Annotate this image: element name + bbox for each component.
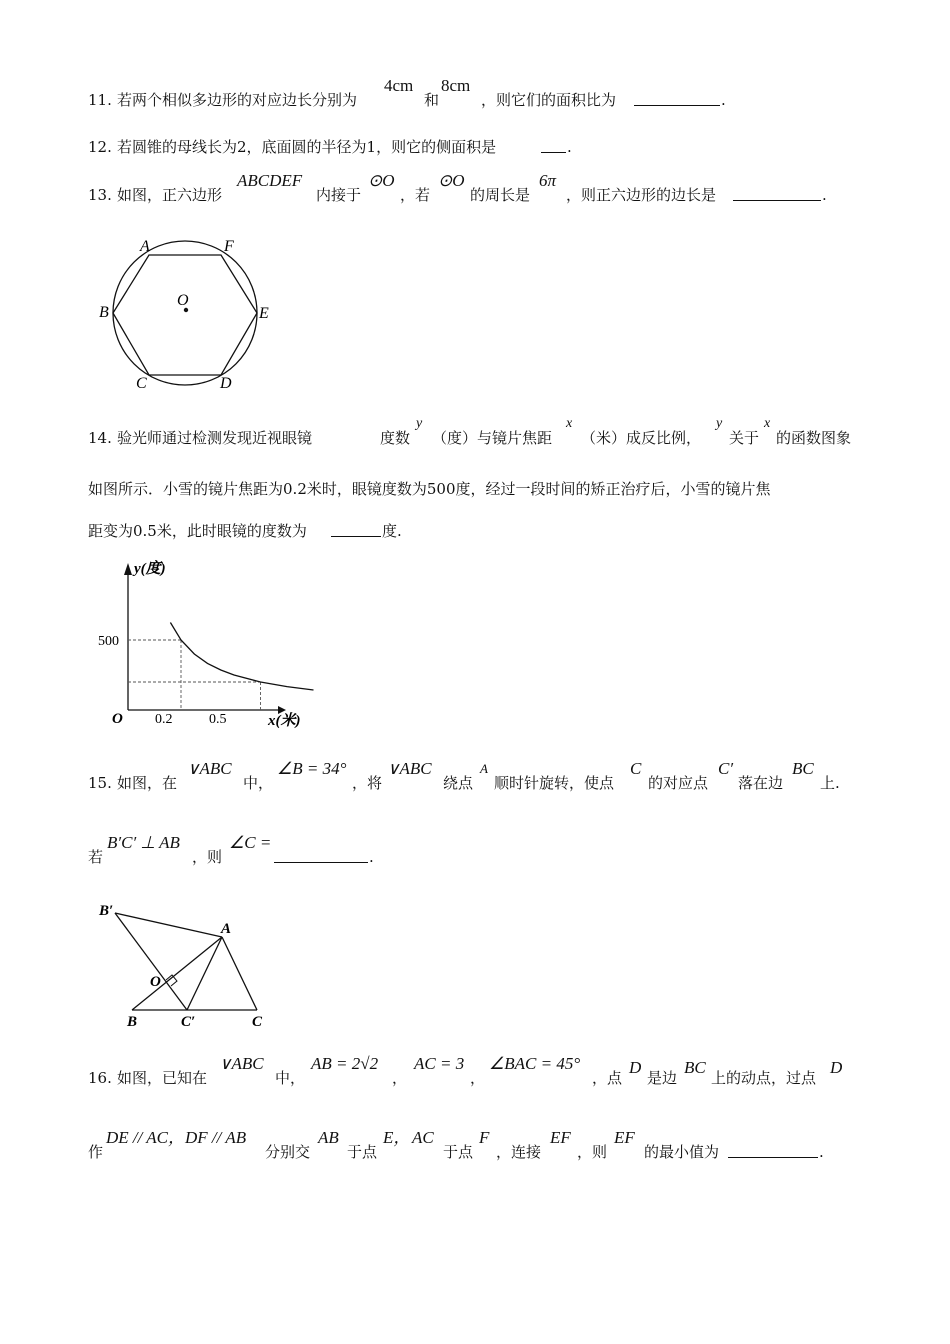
q12-number: 12. <box>88 138 112 156</box>
q15-side: BC <box>792 759 814 778</box>
q14-var-x: x <box>566 416 573 431</box>
q14-text-d: （米）成反比例， <box>581 429 702 447</box>
label-e: E <box>259 305 269 322</box>
q11-number: 11. <box>88 91 112 109</box>
label-b-prime: B′ <box>99 903 114 919</box>
segment-b2-c2 <box>115 913 187 1010</box>
hexagon-figure <box>90 230 280 400</box>
q11-answer-blank[interactable] <box>634 91 720 106</box>
q15-line2a: 若 <box>88 848 104 866</box>
q11-text-b: ，则它们的面积比为 <box>481 91 617 109</box>
y-axis-arrow <box>124 563 132 575</box>
q16-answer-blank[interactable] <box>728 1143 818 1158</box>
q15-answer-blank[interactable] <box>274 848 368 863</box>
q16-number: 16. <box>88 1069 112 1087</box>
segment-b2-a <box>115 913 222 937</box>
q12-text: 若圆锥的母线长为2，底面圆的半径为1，则它的侧面积是 <box>117 138 497 156</box>
q14-var-x2: x <box>764 416 771 431</box>
q13-text-d: 的周长是 <box>470 186 531 204</box>
q15-point-a: A <box>480 761 488 776</box>
label-a: A <box>221 921 232 937</box>
q13-answer-blank[interactable] <box>733 186 821 201</box>
q15-number: 15. <box>88 774 112 792</box>
label-b: B <box>99 304 109 321</box>
q16-line2a: 作 <box>88 1143 104 1161</box>
q16-bc: BC <box>684 1058 706 1077</box>
q14-line3b: 度. <box>382 522 402 540</box>
q16-ac: AC = 3 <box>414 1054 465 1073</box>
segment-a-c2 <box>187 937 222 1010</box>
q14-text-c: （度）与镜片焦距 <box>432 429 553 447</box>
q16-text-k: 的最小值为 <box>644 1143 720 1161</box>
q16-text-b: 中， <box>275 1069 306 1087</box>
q16-end: . <box>819 1143 824 1161</box>
q15-text-f: 的对应点 <box>648 774 709 792</box>
q15-perp: B′C′ ⊥ AB <box>107 833 180 852</box>
q16-text-f: 分别交 <box>265 1143 311 1161</box>
q15-tri: ∨ABC <box>187 759 232 778</box>
q13-text-a: 如图，正六边形 <box>117 186 223 204</box>
q14-var-y2: y <box>716 416 723 431</box>
q15-text-h: 上. <box>820 774 840 792</box>
origin-label: O <box>112 711 123 727</box>
q16-text-a: 如图，已知在 <box>117 1069 208 1087</box>
q14-text-b: 度数 <box>380 429 411 447</box>
x-tick-0.5: 0.5 <box>209 712 227 727</box>
q14-number: 14. <box>88 429 112 447</box>
q16-ef: EF <box>550 1128 571 1147</box>
label-o: O <box>177 292 189 309</box>
q16-point-d: D <box>629 1058 642 1077</box>
q15-point-c2: C′ <box>718 759 734 778</box>
q16-text-h: 于点 <box>443 1143 474 1161</box>
q11-len1: 4cm <box>384 76 414 95</box>
q16-ab: AB = 2√2 <box>311 1054 379 1073</box>
q16-parallel: DE // AC，DF // AB <box>106 1128 247 1147</box>
q15-angle-c: ∠C = <box>229 833 272 852</box>
label-c-prime: C′ <box>181 1014 196 1030</box>
q12-end: . <box>567 138 572 156</box>
q15-text-b: 中， <box>243 774 274 792</box>
q13-text-c: ，若 <box>400 186 431 204</box>
q13-perimeter: 6π <box>539 171 557 190</box>
q13-circle2: ⊙O <box>438 171 465 190</box>
q11-and: 和 <box>424 91 440 109</box>
q13-circle: ⊙O <box>368 171 395 190</box>
q16-text-d: 是边 <box>647 1069 678 1087</box>
label-d: D <box>220 375 232 392</box>
x-tick-0.2: 0.2 <box>155 712 173 727</box>
q16-text-i: ，连接 <box>496 1143 542 1161</box>
inverse-curve <box>170 623 313 691</box>
q15-angle: ∠B = 34° <box>277 759 347 778</box>
q14-answer-blank[interactable] <box>331 522 381 537</box>
segment-a-c <box>222 937 257 1010</box>
q13-text-e: ，则正六边形的边长是 <box>566 186 717 204</box>
hexagon <box>113 255 257 375</box>
label-b: B <box>127 1014 138 1030</box>
label-f: F <box>224 238 234 255</box>
label-c: C <box>136 375 147 392</box>
label-o: O <box>150 974 161 990</box>
q13-end: . <box>822 186 827 204</box>
inverse-proportion-chart <box>90 555 330 735</box>
q16-text-j: ，则 <box>577 1143 608 1161</box>
q16-bac: ∠BAC = 45° <box>489 1054 581 1073</box>
q12-answer-blank[interactable] <box>541 138 566 153</box>
q14-text-e: 关于 <box>729 429 760 447</box>
q15-text-a: 如图，在 <box>117 774 178 792</box>
q14-text-a: 验光师通过检测发现近视眼镜 <box>117 429 313 447</box>
y-axis-label: y(度) <box>134 561 166 577</box>
q15-point-c: C <box>630 759 642 778</box>
q16-text-c: ，点 <box>592 1069 623 1087</box>
q16-point-f: F <box>479 1128 490 1147</box>
q14-line2: 如图所示．小雪的镜片焦距为0.2米时，眼镜度数为500度，经过一段时间的矫正治疗后，小雪的镜片焦 <box>88 480 771 498</box>
q16-point-e: E， <box>383 1128 411 1147</box>
q14-var-y: y <box>416 416 423 431</box>
q16-ef2: EF <box>614 1128 635 1147</box>
q13-number: 13. <box>88 186 112 204</box>
q13-text-b: 内接于 <box>316 186 362 204</box>
q15-text-e: 顺时针旋转，使点 <box>494 774 615 792</box>
q16-point-d2: D <box>830 1058 843 1077</box>
q16-tri: ∨ABC <box>219 1054 264 1073</box>
q16-ac2: AC <box>412 1128 434 1147</box>
q11-len2: 8cm <box>441 76 471 95</box>
y-tick-500: 500 <box>98 634 119 649</box>
q15-text-d: 绕点 <box>443 774 474 792</box>
label-c: C <box>252 1014 263 1030</box>
q16-sep2: ， <box>470 1069 486 1087</box>
q15-line2b: ，则 <box>192 848 223 866</box>
q11-end: . <box>721 91 726 109</box>
q16-sep1: ， <box>392 1069 408 1087</box>
q11-text-a: 若两个相似多边形的对应边长分别为 <box>117 91 358 109</box>
segment-a-b <box>132 937 222 1010</box>
q15-end: . <box>369 848 374 866</box>
rotation-triangle-figure <box>95 895 285 1030</box>
circumcircle <box>113 241 257 385</box>
q15-text-g: 落在边 <box>738 774 784 792</box>
q14-line3a: 距变为0.5米，此时眼镜的度数为 <box>88 522 307 540</box>
q16-text-g: 于点 <box>347 1143 378 1161</box>
q13-poly: ABCDEF <box>237 171 303 190</box>
q16-text-e: 上的动点，过点 <box>711 1069 817 1087</box>
q16-ab2: AB <box>318 1128 339 1147</box>
x-axis-label: x(米) <box>268 713 301 729</box>
label-a: A <box>140 238 150 255</box>
q14-text-f: 的函数图象 <box>776 429 852 447</box>
q15-tri2: ∨ABC <box>387 759 432 778</box>
q15-text-c: ，将 <box>352 774 383 792</box>
